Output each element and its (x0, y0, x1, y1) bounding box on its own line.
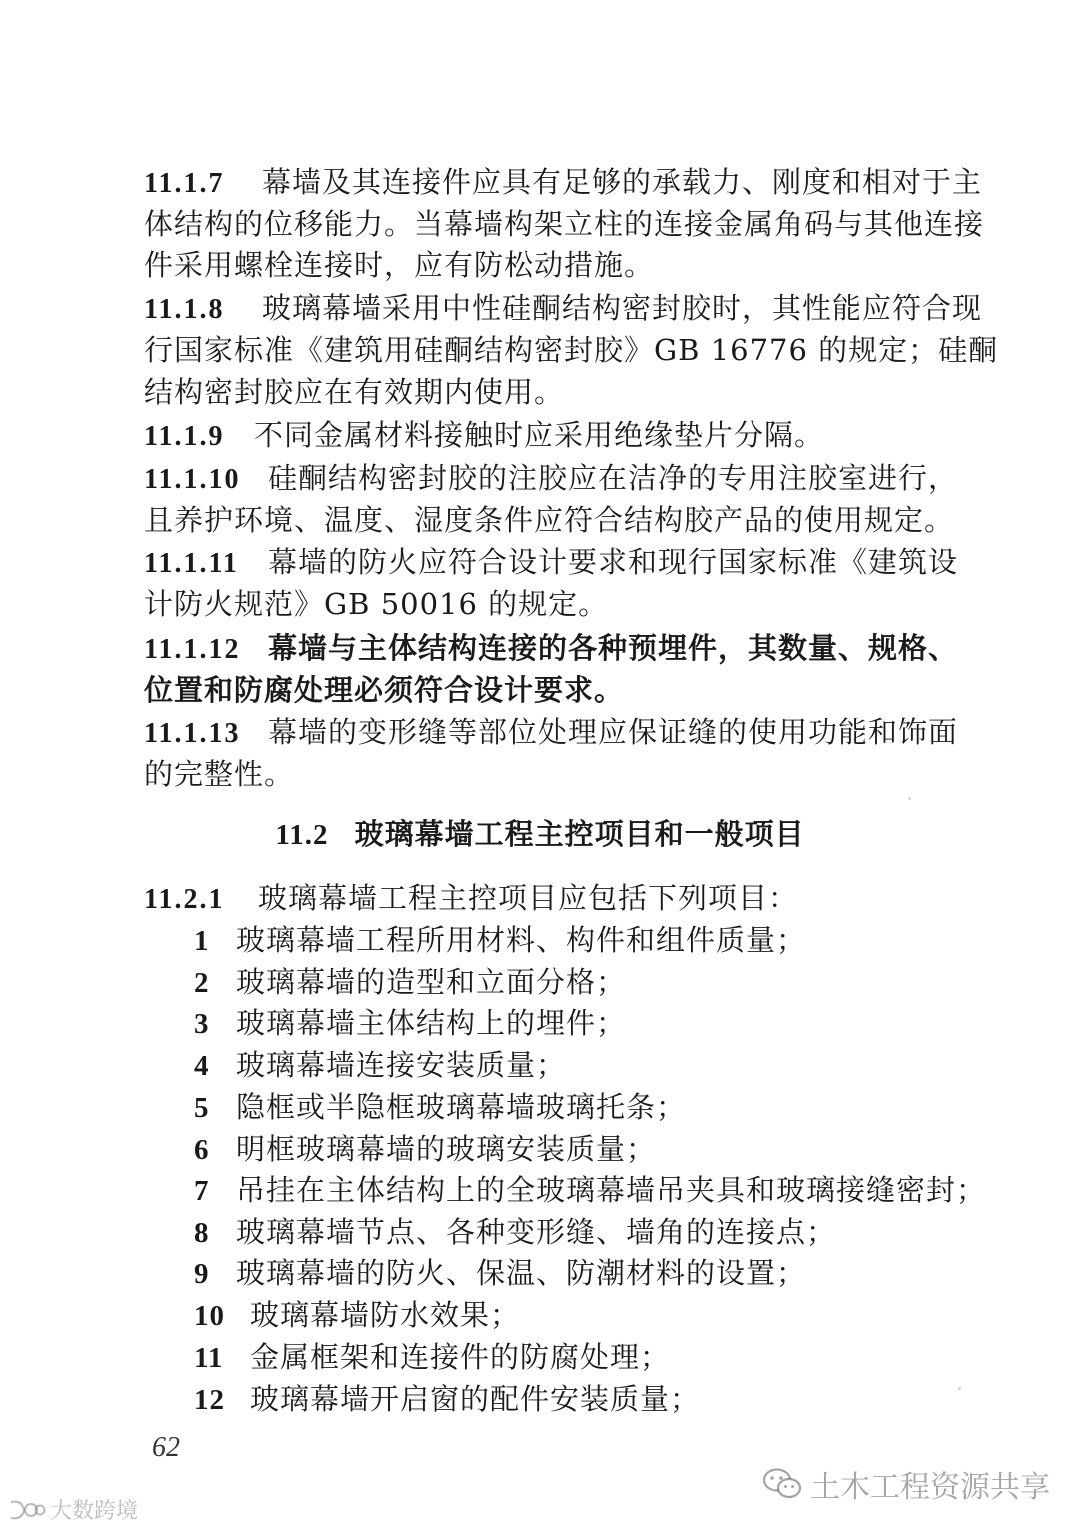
item-number: 4 (194, 1050, 210, 1082)
clause-number: 11.1.7 (144, 168, 225, 199)
clause-text: 幕墙与主体结构连接的各种预埋件，其数量、规格、 (268, 631, 959, 665)
clause-11-1-11-line-2: 计防火规范》GB 50016 的规定。 (144, 587, 609, 621)
scan-speck (958, 1387, 961, 1390)
clause-text: 不同金属材料接触时应采用绝缘垫片分隔。 (254, 418, 825, 452)
list-item (194, 1045, 566, 1087)
list-item (194, 1379, 700, 1421)
item-number: 9 (194, 1258, 210, 1290)
clause-text: 玻璃幕墙采用中性硅酮结构密封胶时，其性能应符合现 (262, 291, 983, 325)
item-number: 2 (194, 967, 210, 999)
clause-11-1-13-line-2: 的完整性。 (144, 757, 295, 791)
clause-11-1-10-line-2: 且养护环境、温度、湿度条件应符合结构胶产品的使用规定。 (144, 503, 955, 537)
clause-11-1-7-line-3: 件采用螺栓连接时，应有防松动措施。 (144, 248, 655, 282)
section-number: 11.2 (275, 819, 329, 851)
page-number: 62 (152, 1432, 180, 1463)
clause-11-1-8-line-3: 结构密封胶应在有效期内使用。 (144, 375, 565, 409)
item-text: 玻璃幕墙连接安装质量； (236, 1048, 567, 1082)
clause-number: 11.2.1 (144, 884, 225, 915)
clause-11-1-13-line-1 (144, 712, 958, 754)
clause-11-1-9-line-1 (144, 415, 824, 457)
clause-11-1-7-line-1 (144, 162, 982, 204)
item-text: 吊挂在主体结构上的全玻璃幕墙吊夹具和玻璃接缝密封； (236, 1173, 987, 1207)
clause-text: 幕墙的变形缝等部位处理应保证缝的使用功能和饰面 (268, 715, 959, 749)
list-item (194, 1003, 626, 1045)
clause-number: 11.1.13 (144, 718, 241, 749)
clause-11-1-11-line-1 (144, 542, 958, 584)
item-text: 明框玻璃幕墙的玻璃安装质量； (236, 1132, 657, 1166)
item-text: 玻璃幕墙的防火、保温、防潮材料的设置； (236, 1256, 807, 1290)
item-number: 5 (194, 1092, 210, 1124)
clause-11-1-8-line-1 (144, 288, 982, 330)
scan-speck (908, 797, 911, 800)
clause-text: 幕墙及其连接件应具有足够的承载力、刚度和相对于主 (262, 165, 983, 199)
list-item (194, 1170, 986, 1212)
wechat-icon (762, 1467, 802, 1501)
item-text: 玻璃幕墙工程所用材料、构件和组件质量； (236, 923, 807, 957)
clause-text: 硅酮结构密封胶的注胶应在洁净的专用注胶室进行， (268, 461, 959, 495)
item-number: 6 (194, 1134, 210, 1166)
item-text: 金属框架和连接件的防腐处理； (250, 1340, 671, 1374)
brand-logo-icon (8, 1498, 46, 1522)
clause-number: 11.1.11 (144, 548, 239, 579)
clause-11-1-12-line-2: 位置和防腐处理必须符合设计要求。 (144, 673, 625, 707)
clause-number: 11.1.10 (144, 464, 241, 495)
clause-text: 玻璃幕墙工程主控项目应包括下列项目： (258, 881, 799, 915)
list-item (194, 962, 626, 1004)
list-item (194, 1087, 686, 1129)
clause-11-1-10-line-1 (144, 458, 958, 500)
list-item (194, 920, 806, 962)
item-number: 11 (194, 1342, 224, 1374)
clause-11-2-1 (144, 878, 798, 920)
item-number: 3 (194, 1008, 210, 1040)
list-item (194, 1337, 670, 1379)
item-text: 玻璃幕墙防水效果； (250, 1298, 521, 1332)
item-text: 玻璃幕墙节点、各种变形缝、墙角的连接点； (236, 1215, 837, 1249)
item-number: 8 (194, 1217, 210, 1249)
item-number: 1 (194, 925, 210, 957)
item-text: 玻璃幕墙主体结构上的埋件； (236, 1006, 627, 1040)
watermark-wechat (762, 1462, 1050, 1506)
item-text: 玻璃幕墙的造型和立面分格； (236, 965, 627, 999)
watermark-right-text: 土木工程资源共享 (810, 1470, 1050, 1505)
clause-text: 幕墙的防火应符合设计要求和现行国家标准《建筑设 (268, 545, 959, 579)
item-text: 隐框或半隐框玻璃幕墙玻璃托条； (236, 1090, 687, 1124)
item-number: 10 (194, 1300, 225, 1332)
clause-number: 11.1.8 (144, 294, 225, 325)
list-item (194, 1212, 836, 1254)
watermark-brand (8, 1494, 138, 1525)
clause-11-1-7-line-2: 体结构的位移能力。当幕墙构架立柱的连接金属角码与其他连接 (144, 207, 985, 241)
item-number: 12 (194, 1384, 225, 1416)
clause-number: 11.1.12 (144, 634, 241, 665)
list-item (194, 1129, 656, 1171)
clause-11-1-12-line-1 (144, 628, 958, 670)
item-number: 7 (194, 1175, 210, 1207)
clause-number: 11.1.9 (144, 421, 225, 452)
section-title: 玻璃幕墙工程主控项目和一般项目 (354, 817, 805, 851)
clause-11-1-8-line-2: 行国家标准《建筑用硅酮结构密封胶》GB 16776 的规定；硅酮 (144, 333, 999, 367)
section-heading (0, 814, 1080, 856)
list-item (194, 1253, 806, 1295)
list-item (194, 1295, 520, 1337)
watermark-left-text: 大数跨境 (50, 1499, 139, 1524)
item-text: 玻璃幕墙开启窗的配件安装质量； (250, 1382, 701, 1416)
